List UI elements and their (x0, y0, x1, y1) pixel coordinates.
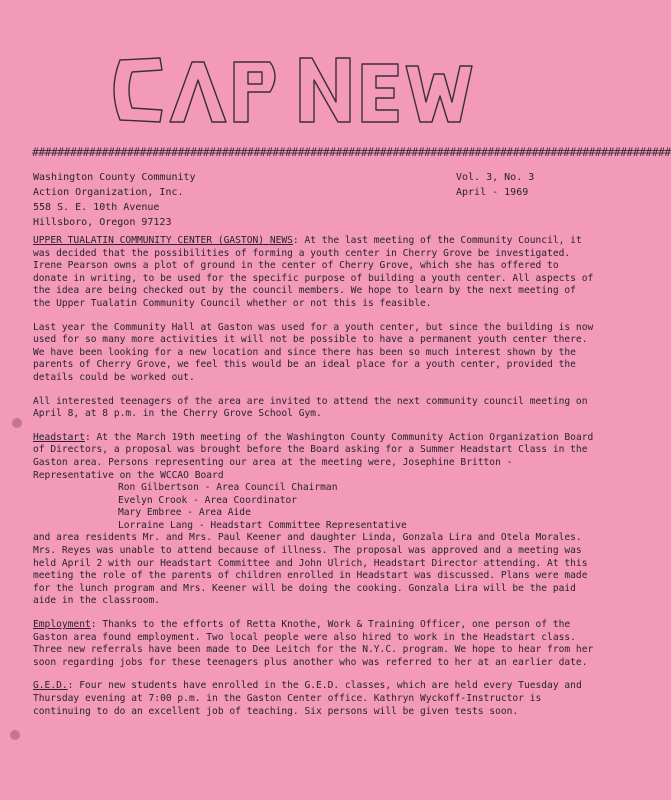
volume-number: Vol. 3, No. 3 (456, 172, 535, 183)
member-item: Ron Gilbertson - Area Council Chairman (118, 482, 338, 494)
headstart-intro (33, 432, 598, 482)
member-item: Mary Embree - Area Aide (118, 507, 251, 519)
hash-divider: ##################################################################################################### (32, 145, 671, 159)
issue-date: April - 1969 (456, 187, 529, 198)
member-item: Evelyn Crook - Area Coordinator (118, 494, 298, 506)
tualatin-paragraph-2: Last year the Community Hall at Gaston was used for a youth center, but since the building is now used for so many more activities it will not be possible to have a permanent youth center there. We have been looking for a new location and since there has been so much interest shown by the parents of Cherry Grove, we feel this would be an ideal place for a youth center, provided the details could be worked out. (33, 321, 594, 383)
headstart-member-list (33, 482, 598, 532)
employment-paragraph (33, 619, 598, 669)
section-heading: Headstart (33, 431, 85, 443)
ged-paragraph (33, 680, 598, 718)
address-line: Washington County Community (33, 172, 196, 183)
headstart-outro: and area residents Mr. and Mrs. Paul Keener and daughter Linda, Gonzala Lira and Otela Morales. Mrs. Reyes was unable to attend because of illness. The proposal was approved and a meeting was held April 2 with our Headstart Committee and John Ulrich, Headstart Director attending. At this meeting the role of the parents of children enrolled in Headstart was discussed. Plans were made for the lunch program and Mrs. Keener will be doing the cooking. Gonzala Lira will be the paid aide in the classroom. (33, 532, 588, 607)
address-line: Action Organization, Inc. (33, 187, 184, 198)
section-heading: G.E.D. (33, 680, 68, 692)
paragraph-text: : At the last meeting of the Community Council, it was decided that the possibilities of forming a youth center in Cherry Grove be investigated. Irene Pearson owns a plot of ground in the center of Cherry Grove, which she has offered to donate in writing, to be used for the specific purpose of building a youth center. All aspects of the idea are being checked out by the council members. We hope to learn by the next meeting of the Upper Tualatin Community Council whether or not this is feasible. (33, 235, 594, 309)
paragraph-text: : Four new students have enrolled in the G.E.D. classes, which are held every Tuesday and Thursday evening at 7:00 p.m. in the Gaston Center office. Kathryn Wyckoff-Instructor is continuing to do an excellent job of teaching. Six persons will be given tests soon. (33, 680, 582, 717)
section-heading: UPPER TUALATIN COMMUNITY CENTER (GASTON) NEWS (33, 235, 293, 246)
punch-hole-mark (12, 418, 22, 428)
paragraph-text: : Thanks to the efforts of Retta Knothe, Work & Training Officer, one person of the Gaston area found employment. Two local people were also hired to work in the Headstart class. Three new referrals have been made to Dee Leitch for the N.Y.C. program. We hope to hear from her soon regarding jobs for these teenagers plus another who was referred to her at an earlier date. (33, 619, 594, 668)
svg-text:CAP NEWS: CAP NEWS (287, 132, 293, 133)
issue-info (456, 170, 534, 200)
masthead-logo (100, 40, 480, 135)
org-address (33, 170, 196, 230)
address-line: Hillsboro, Oregon 97123 (33, 217, 172, 228)
member-item: Lorraine Lang - Headstart Committee Representative (118, 519, 407, 531)
tualatin-paragraph-3: All interested teenagers of the area are invited to attend the next community council meeting on April 8, at 8 p.m. in the Cherry Grove School Gym. (33, 395, 588, 420)
masthead-title-art (100, 40, 480, 135)
paragraph-text: : At the March 19th meeting of the Washington County Community Action Organization Board of Directors, a proposal was brought before the Board asking for a Summer Headstart Class in the Gaston area. Persons representing our area at the meeting were, Josephine Britton - Representative on the WCCAO Board (33, 431, 594, 481)
address-line: 558 S. E. 10th Avenue (33, 202, 160, 213)
section-heading: Employment (33, 619, 91, 631)
newsletter-body (33, 235, 598, 729)
tualatin-paragraph-1 (33, 235, 598, 311)
punch-hole-mark (10, 730, 20, 740)
